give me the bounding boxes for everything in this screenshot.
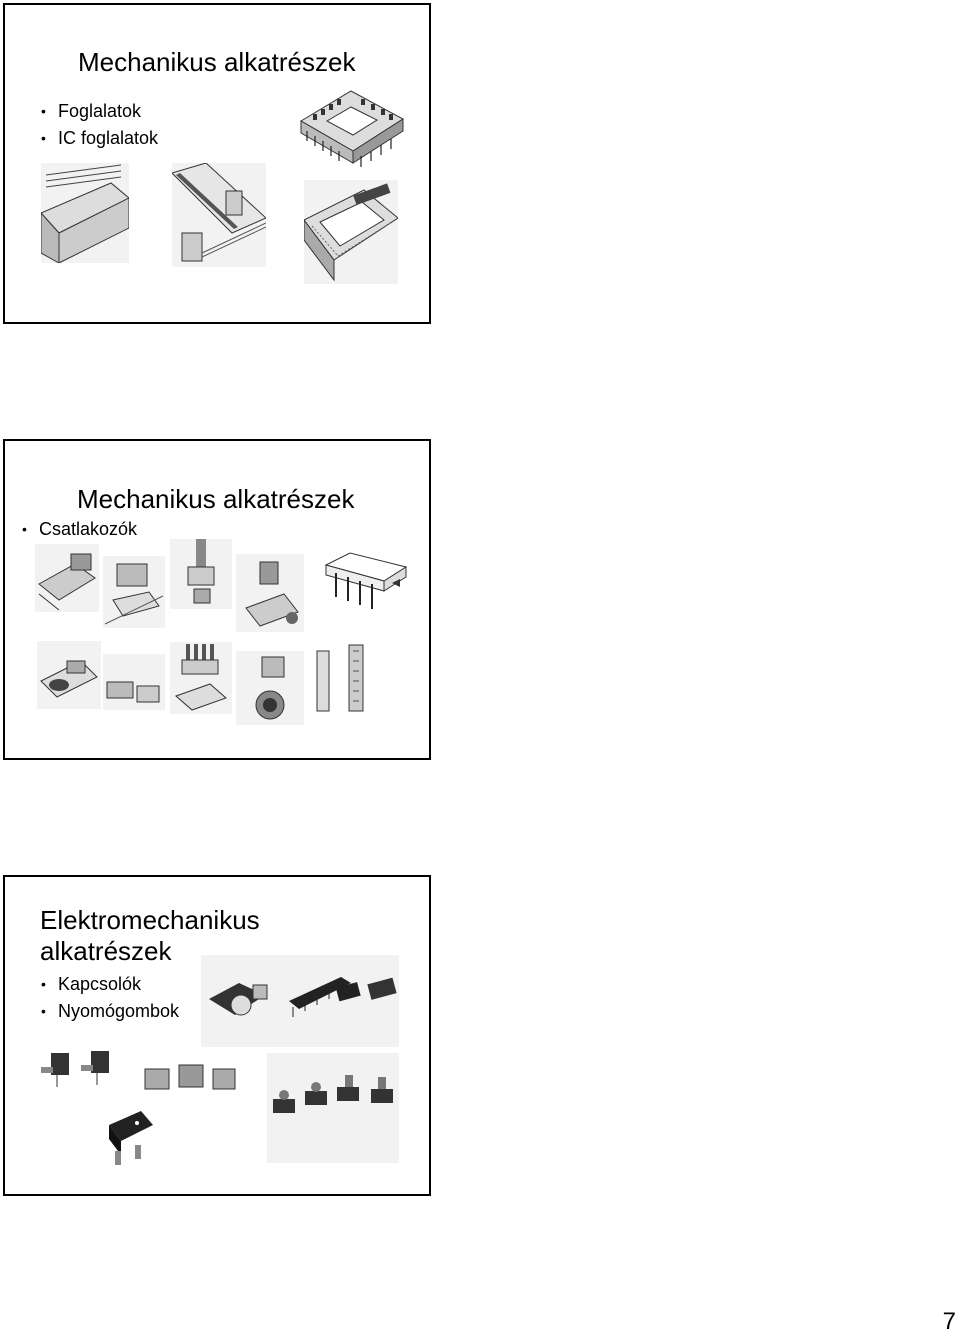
connector-image	[37, 641, 101, 709]
slide-switch-image	[139, 1059, 245, 1111]
slide-1	[3, 3, 431, 324]
connector-image	[236, 554, 304, 632]
dip-switch-image	[201, 955, 399, 1047]
bullet-item: • Foglalatok	[41, 98, 158, 125]
plcc-socket-image	[291, 81, 411, 169]
push-switch-image	[39, 1045, 143, 1095]
edge-connector-image	[41, 163, 129, 263]
pin-header-image	[320, 549, 410, 611]
title-line: alkatrészek	[40, 936, 172, 966]
bullet-item: • IC foglalatok	[41, 125, 158, 152]
slide-2	[3, 439, 431, 760]
connector-image	[170, 539, 232, 609]
bullet-list	[41, 98, 158, 152]
tactile-button-image	[267, 1053, 399, 1163]
connector-image	[35, 544, 99, 612]
slide-title: Mechanikus alkatrészek	[77, 484, 355, 514]
title-line: Elektromechanikus	[40, 905, 260, 935]
bullet-list	[22, 516, 137, 543]
connector-image	[103, 556, 165, 628]
connector-image	[103, 654, 165, 710]
simm-socket-image	[172, 163, 266, 267]
bullet-item: • Kapcsolók	[41, 971, 179, 998]
bullet-list	[41, 971, 179, 1025]
bullet-item: • Nyomógombok	[41, 998, 179, 1025]
bnc-connector-image	[236, 651, 304, 725]
slide-3	[3, 875, 431, 1196]
pga-socket-image	[304, 180, 398, 284]
bullet-item: • Csatlakozók	[22, 516, 137, 543]
rocker-switch-image	[105, 1105, 157, 1167]
connector-image	[170, 642, 232, 714]
slide-title: Mechanikus alkatrészek	[78, 47, 356, 77]
ribbon-connector-image	[309, 641, 375, 713]
page-number: 7	[942, 1308, 956, 1335]
